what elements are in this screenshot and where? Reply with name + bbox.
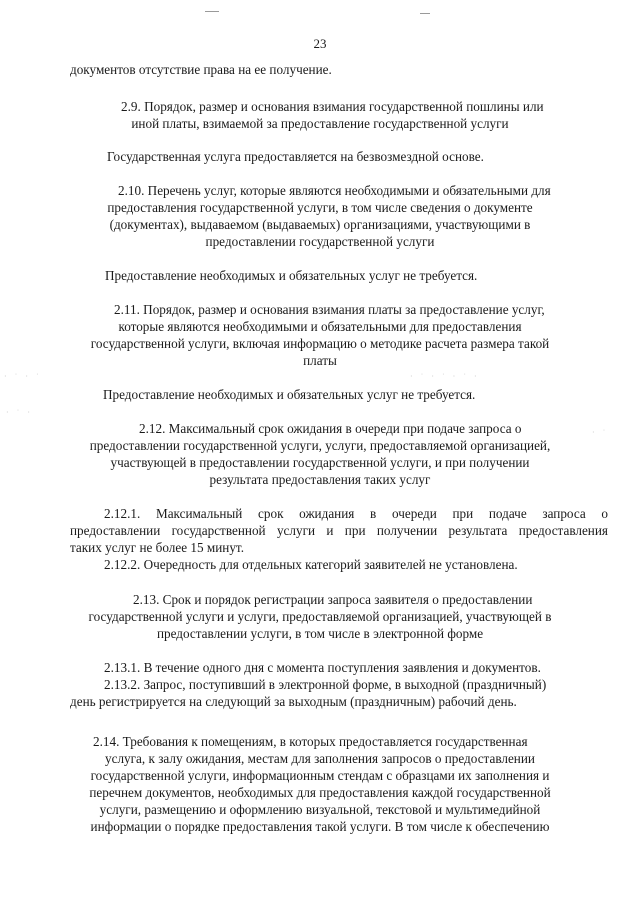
scan-noise: · ˙ · ˙ — [4, 372, 42, 381]
scan-noise: · ˙ · ˙ · ˙ · — [410, 372, 480, 381]
paragraph-line: день регистрируется на следующий за выходным (праздничным) рабочий день. — [70, 694, 517, 709]
section-heading-line: государственной услуги, включая информацию о методике расчета размера такой — [90, 336, 550, 351]
paragraph-line: Государственная услуга предоставляется на безвозмездной основе. — [107, 149, 484, 164]
section-heading-line: 2.9. Порядок, размер и основания взимания государственной пошлины или — [121, 99, 544, 114]
paragraph-line: 2.13.1. В течение одного дня с момента поступления заявления и документов. — [104, 660, 541, 675]
section-heading-line: иной платы, взимаемой за предоставление государственной услуги — [131, 116, 509, 131]
section-heading-line: услуга, к залу ожидания, местам для заполнения запросов о предоставлении — [105, 751, 535, 766]
section-heading-line: 2.13. Срок и порядок регистрации запроса заявителя о предоставлении — [133, 592, 533, 607]
scan-noise: · ˙ · — [6, 408, 33, 417]
section-heading-line: 2.14. Требования к помещениям, в которых предоставляется государственная — [93, 734, 528, 749]
section-heading-line: которые являются необходимыми и обязательными для предоставления — [118, 319, 522, 334]
section-heading-line: участвующей в предоставлении государственной услуги, и при получении — [110, 455, 530, 470]
paragraph-line: таких услуг не более 15 минут. — [70, 540, 244, 555]
section-heading-line: 2.11. Порядок, размер и основания взимания платы за предоставление услуг, — [114, 302, 545, 317]
section-heading-line: 2.10. Перечень услуг, которые являются необходимыми и обязательными для — [118, 183, 551, 198]
section-heading-line: услуги, размещению и оформлению визуальной, текстовой и мультимедийной — [99, 802, 541, 817]
paragraph-line: предоставлении государственной услуги и при получении результата предоставления — [70, 523, 608, 538]
section-heading-line: предоставления государственной услуги, в том числе сведения о документе — [107, 200, 533, 215]
section-heading-line: информации о порядке предоставления такой услуги. В том числе к обеспечению — [90, 819, 550, 834]
page-number: 23 — [313, 36, 327, 51]
section-heading-line: государственной услуги, информационным стендам с образцами их заполнения и — [90, 768, 550, 783]
section-heading-line: результата предоставления таких услуг — [209, 472, 431, 487]
scan-noise: · ˙ — [592, 428, 609, 437]
paragraph-line: 2.13.2. Запрос, поступивший в электронной форме, в выходной (праздничный) — [104, 677, 547, 692]
section-heading-line: предоставлении государственной услуги — [205, 234, 435, 249]
section-heading-line: предоставлении услуги, в том числе в электронной форме — [156, 626, 484, 641]
paragraph-line: 2.12.1. Максимальный срок ожидания в очереди при подаче запроса о — [104, 506, 608, 521]
scan-mark — [420, 13, 430, 14]
paragraph-line: Предоставление необходимых и обязательных услуг не требуется. — [105, 268, 478, 283]
section-heading-line: платы — [303, 353, 337, 368]
scan-mark — [205, 11, 219, 12]
section-heading-line: перечнем документов, необходимых для предоставления каждой государственной — [89, 785, 551, 800]
section-heading-line: 2.12. Максимальный срок ожидания в очереди при подаче запроса о — [139, 421, 522, 436]
paragraph-line: Предоставление необходимых и обязательных услуг не требуется. — [103, 387, 476, 402]
section-heading-line: (документах), выдаваемом (выдаваемых) организациями, участвующими в — [109, 217, 531, 232]
text-line: документов отсутствие права на ее получение. — [70, 62, 332, 77]
paragraph-line: 2.12.2. Очередность для отдельных категорий заявителей не установлена. — [104, 557, 518, 572]
section-heading-line: государственной услуги и услуги, предоставляемой организацией, участвующей в — [88, 609, 552, 624]
section-heading-line: предоставлении государственной услуги, услуги, предоставляемой организацией, — [89, 438, 551, 453]
